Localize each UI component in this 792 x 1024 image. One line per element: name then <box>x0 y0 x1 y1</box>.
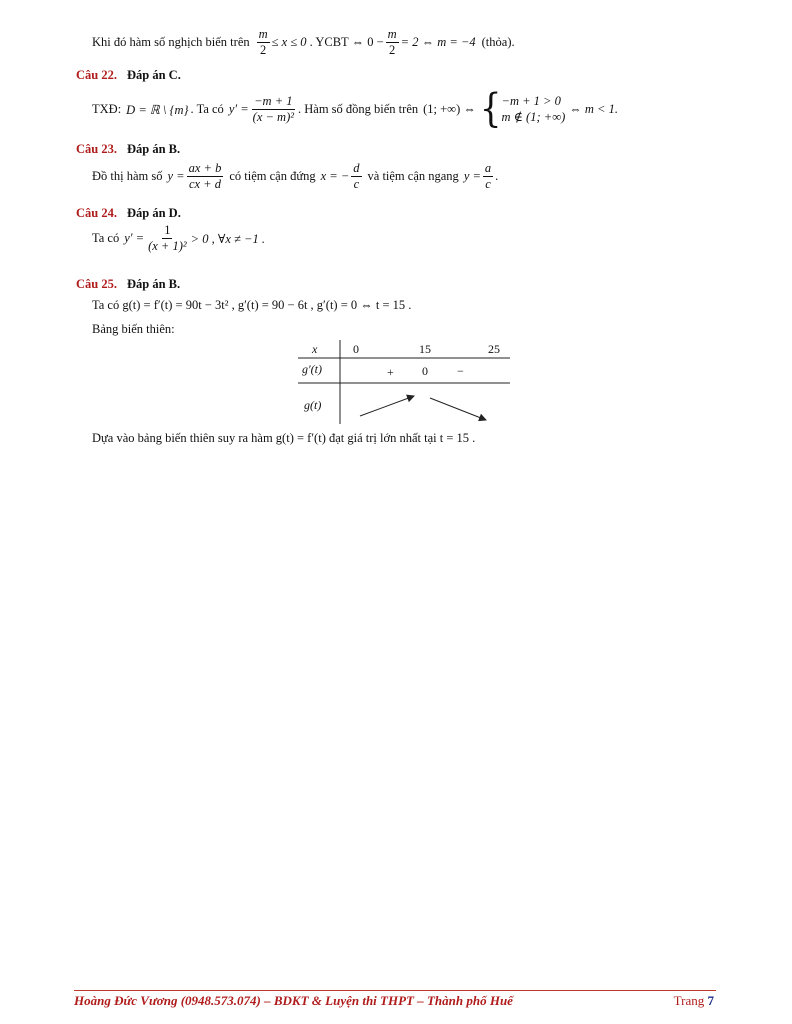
fraction-m-over-2-b: $\frac{m}{2}$ <box>387 27 397 58</box>
q22-condition-system: { −m + 1 > 0 m ∉ (1; +∞) <box>479 85 566 132</box>
row-label-gprime: g′(t) <box>302 362 322 376</box>
q23-function-fraction: $\frac{ax + b}{cx + d}$ <box>188 161 222 192</box>
q24-solution: Ta có y′ = $\frac{1}{\text{(x + 1)²}}$ > 0 , ∀x ≠ −1 . <box>92 223 265 254</box>
row-label-x: x <box>312 342 318 356</box>
q23-horizontal-asymptote-fraction: $\frac{a}{c}$ <box>484 161 492 192</box>
q25-table-caption: Bảng biến thiên: <box>92 322 175 336</box>
row-label-g: g(t) <box>304 398 322 412</box>
fraction-m-over-2: $\frac{m}{2}$ <box>258 27 268 58</box>
question-23-heading: Câu 23. Đáp án B. <box>76 142 181 156</box>
footer-page <box>674 993 714 1009</box>
x-value-0: 0 <box>353 342 359 356</box>
q23-vertical-asymptote-fraction: $\frac{d}{c}$ <box>353 161 360 192</box>
q25-conclusion: Dựa vào bảng biến thiên suy ra hàm g(t) = f′(t) đạt giá trị lớn nhất tại t = 15 . <box>92 431 476 445</box>
question-24-heading: Câu 24. Đáp án D. <box>76 206 181 220</box>
question-22-heading: Câu 22. Đáp án C. <box>76 68 181 82</box>
variation-table <box>298 340 510 424</box>
q22-solution: TXĐ: D = ℝ \ {m} . Ta có y′ = $\frac{-m + 1}{\text{(x − m)²}}$ . Hàm số đồng biến trên (1; +∞) ⇔ { −m + 1 > 0 m ∉ (1; +∞) ⇔ m < 1. <box>92 85 618 132</box>
sign-zero: 0 <box>422 364 428 378</box>
sign-plus: + <box>387 365 394 379</box>
page-label: Trang <box>673 993 705 1008</box>
question-25-heading: Câu 25. Đáp án B. <box>76 277 181 291</box>
decreasing-arrow <box>430 398 486 420</box>
footer-divider <box>74 990 716 991</box>
q22-derivative-fraction: $\frac{-m + 1}{\text{(x − m)²}}$ <box>252 93 294 124</box>
increasing-arrow <box>360 396 414 416</box>
page-number: 7 <box>707 993 714 1008</box>
footer-author: Hoàng Đức Vương (0948.573.074) – BDKT & Luyện thi THPT – Thành phố Huế <box>74 993 513 1008</box>
x-value-25: 25 <box>488 342 500 356</box>
q24-derivative-fraction: $\frac{1}{\text{(x + 1)²}}$ <box>148 223 187 254</box>
sign-minus: − <box>457 364 464 378</box>
q23-solution: Đồ thị hàm số y = $\frac{ax + b}{cx + d}$ có tiệm cận đứng x = − $\frac{d}{c}$ và tiệm cận ngang y = $\frac{a}{c}$ . <box>92 161 499 192</box>
q25-derivative-line: Ta có g(t) = f′(t) = 90t − 3t² , g′(t) = 90 − 6t , g′(t) = 0 ⇔ t = 15 . <box>92 298 412 312</box>
variation-table-lines <box>298 340 510 424</box>
intro-line: Khi đó hàm số nghịch biến trên $\frac{m}{2}$ ≤ x ≤ 0 . YCBT ⇔ 0 − $\frac{m}{2}$ = 2 ⇔ m = −4 (thỏa). <box>92 27 515 58</box>
x-value-15: 15 <box>419 342 431 356</box>
